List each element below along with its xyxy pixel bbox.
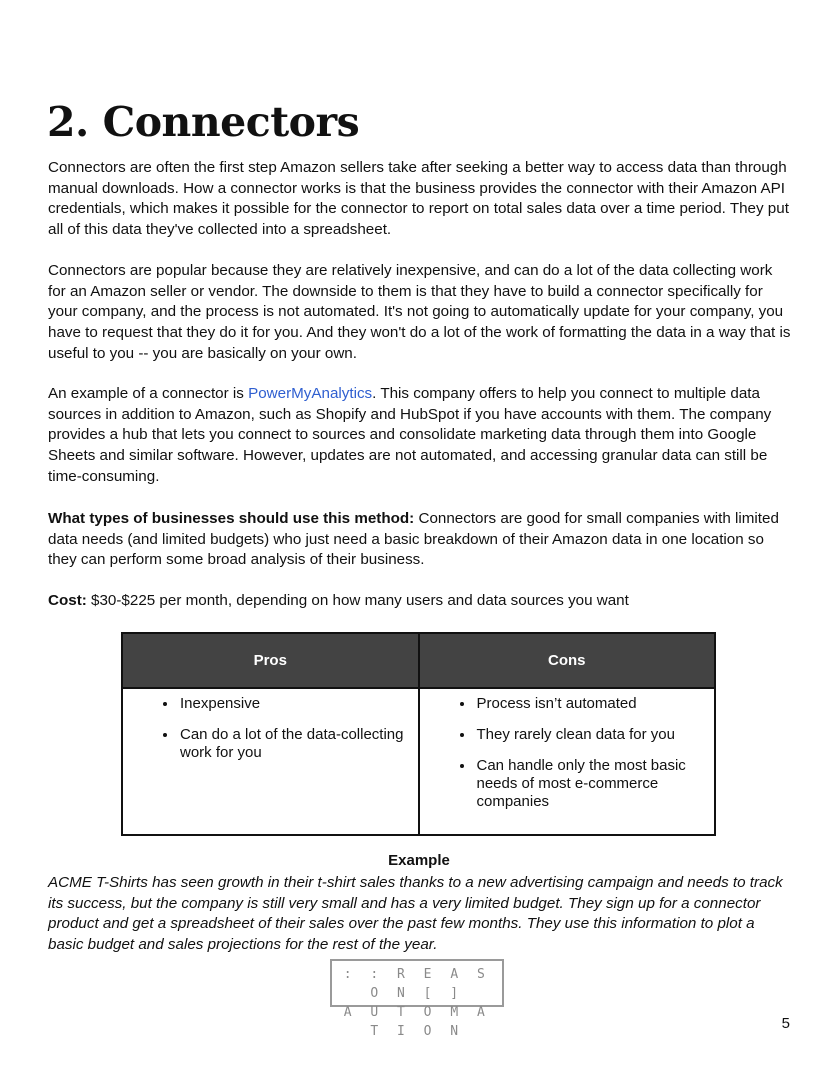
list-item: • Can handle only the most basic needs of most e-commerce companies xyxy=(475,757,715,811)
cons-list xyxy=(420,695,715,811)
paragraph-text: . This company offers to help you connect to multiple data sources in addition to Amazon, such as Shopify and HubSpot if you have accounts with them. The company provides a hub that lets you connect to sources and consolidate marketing data through them into Google Sheets and similar software. However, updates are not automated, and accessing granular data can still be time-consuming. xyxy=(48,385,772,485)
paragraph-popularity: Connectors are popular because they are relatively inexpensive, and can do a lot of the data collecting work for an Amazon seller or vendor. The downside to them is that they have to build a connector specifically for your company, and the process is not automated. It's not going to automatically update for your company, you have to request that they do it for you. And they won't do a lot of the work of formatting the data in a way that is useful to you -- you are basically on your own. xyxy=(48,262,791,362)
paragraph-text: $30-$225 per month, depending on how many users and data sources you want xyxy=(86,592,629,609)
pros-cell xyxy=(122,688,419,835)
paragraph-text: An example of a connector is xyxy=(48,385,249,402)
page-number: 5 xyxy=(781,1015,790,1032)
list-item: • Can do a lot of the data-collecting work for you xyxy=(178,726,418,762)
bold-label: Cost: xyxy=(48,592,87,609)
paragraph-who-should-use xyxy=(48,509,793,571)
logo-line: A U T O M A T I O N xyxy=(343,1005,491,1039)
reason-automation-logo xyxy=(330,959,504,1039)
pros-header: Pros xyxy=(122,633,419,688)
paragraph-example-connector xyxy=(48,384,793,488)
paragraph-cost xyxy=(48,591,793,612)
bold-label: What types of businesses should use this method: xyxy=(48,510,415,527)
cons-cell xyxy=(419,688,716,835)
pros-cons-table xyxy=(121,632,716,836)
cons-header: Cons xyxy=(419,633,716,688)
list-item: • Process isn’t automated xyxy=(475,695,715,713)
example-body: ACME T-Shirts has seen growth in their t-shirt sales thanks to a new advertising campaign and needs to track its success, but the company is still very small and has a very limited budget. They sign up for a connector product and get a spreadsheet of their sales over the past few months. They use this information to plot a basic budget and sales projections for the rest of the year. xyxy=(48,874,783,954)
list-item: • Inexpensive xyxy=(178,695,418,713)
section-heading: 2. Connectors xyxy=(47,98,360,146)
list-item: • They rarely clean data for you xyxy=(475,726,715,744)
pros-list xyxy=(123,695,418,762)
paragraph-intro: Connectors are often the first step Amazon sellers take after seeking a better way to access data than through manual downloads. How a connector works is that the business provides the connector with their Amazon API credentials, which makes it possible for the connector to report on total sales data over a time period. They put all of this data they've collected into a spreadsheet. xyxy=(48,159,789,239)
powermyanalytics-link[interactable]: PowerMyAnalytics xyxy=(248,385,373,402)
logo-line: : : R E A S O N [ ] xyxy=(343,967,491,1001)
paragraph-text: Connectors are good for small companies with limited data needs (and limited budgets) who just need a basic breakdown of their Amazon data in one location so they can perform some broad analysis of their business. xyxy=(48,510,779,569)
example-title: Example xyxy=(388,852,450,869)
